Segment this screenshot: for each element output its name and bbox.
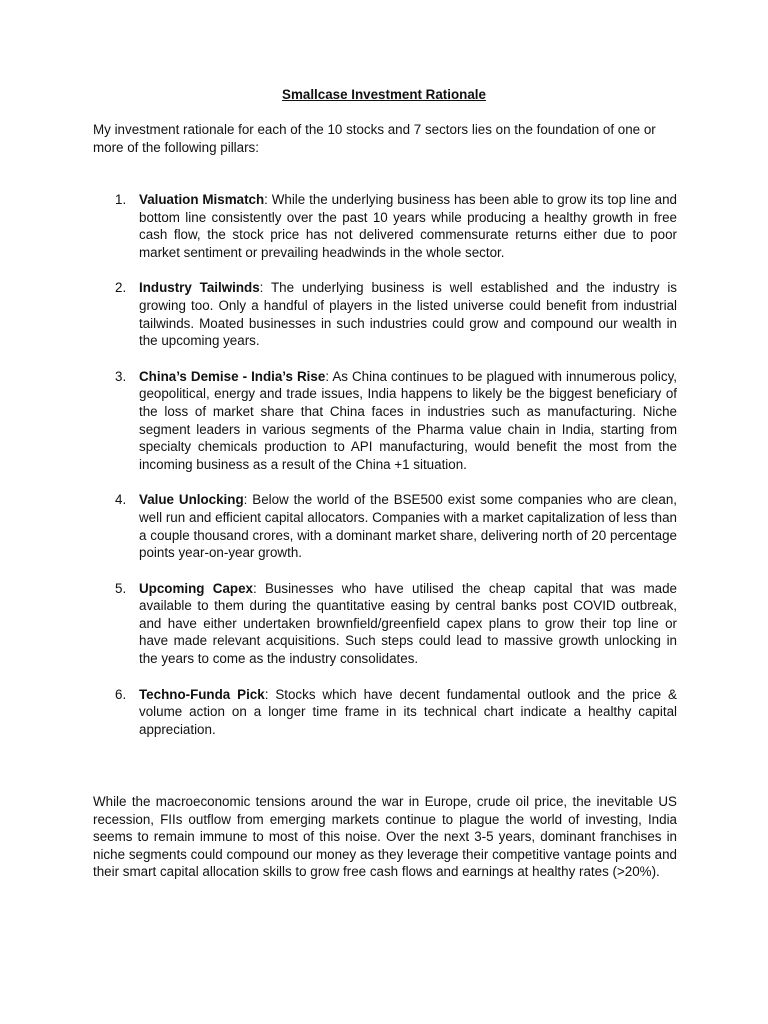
list-item-text: : Below the world of the BSE500 exist some companies who are clean, well run and efficient capital allocators. Companies with a market capitalization of less than a couple thousand crores, with a dominant market share, delivering north of 20 percentage points year-on-year growth. xyxy=(139,492,677,561)
list-item-text: : As China continues to be plagued with innumerous policy, geopolitical, energy and trade issues, India happens to likely be the biggest beneficiary of the loss of market share that China faces in industries such as manufacturing. Niche segment leaders in various segments of the Pharma value chain in India, starting from specialty chemicals production to API manufacturing, would benefit the most from the incoming business as a result of the China +1 situation. xyxy=(139,368,677,472)
list-item-number: 3. xyxy=(115,368,127,384)
list-item-heading: Value Unlocking xyxy=(139,492,244,508)
list-item-heading: Techno-Funda Pick xyxy=(139,686,265,702)
list-item-heading: Upcoming Capex xyxy=(139,580,253,596)
list-item-number: 6. xyxy=(115,686,127,702)
list-item-number: 1. xyxy=(115,192,127,207)
closing-paragraph: While the macroeconomic tensions around the war in Europe, crude oil price, the inevitable US recession, FIIs outflow from emerging markets continue to plague the world of investing, India seems to remain immune to most of this noise. Over the next 3-5 years, dominant franchises in niche segments could compound our money as they leverage their competitive vantage points and their smart capital allocation skills to grow free cash flows and earnings at healthy rates (>20%). xyxy=(93,794,677,880)
list-item-number: 5. xyxy=(115,580,127,596)
list-item xyxy=(93,279,677,349)
list-item-text: : The underlying business is well established and the industry is growing too. Only a handful of players in the listed universe could benefit from industrial tailwinds. Moated businesses in such industries could grow and compound our wealth in the upcoming years. xyxy=(139,280,677,349)
list-item-heading: Valuation Mismatch xyxy=(139,192,265,207)
list-item-number: 4. xyxy=(115,492,127,508)
list-item-text: : While the underlying business has been able to grow its top line and bottom line consistently over the past 10 years while producing a healthy growth in free cash flow, the stock price has not delivered commensurate returns either due to poor market sentiment or prevailing headwinds in the whole sector. xyxy=(139,192,677,260)
list-item xyxy=(93,191,677,261)
list-item-text: : Businesses who have utilised the cheap capital that was made available to them during the quantitative easing by central banks post COVID outbreak, and have either undertaken brownfield/greenfield capex plans to grow their top line or have made relevant acquisitions. Such steps could lead to massive growth unlocking in the years to come as the industry consolidates. xyxy=(139,580,677,667)
list-item-heading: China’s Demise - India’s Rise xyxy=(139,368,326,384)
list-item xyxy=(93,368,677,474)
list-item xyxy=(93,491,677,561)
list-item xyxy=(93,580,677,668)
list-item-text: : Stocks which have decent fundamental outlook and the price & volume action on a longer time frame in its technical chart indicate a healthy capital appreciation. xyxy=(139,686,677,737)
list-item-heading: Industry Tailwinds xyxy=(139,280,260,296)
document-title: Smallcase Investment Rationale xyxy=(282,87,486,102)
list-item xyxy=(93,686,677,739)
list-item-number: 2. xyxy=(115,280,127,296)
intro-paragraph: My investment rationale for each of the 10 stocks and 7 sectors lies on the foundation of one or more of the following pillars: xyxy=(93,122,656,155)
pillars-list xyxy=(93,191,677,756)
